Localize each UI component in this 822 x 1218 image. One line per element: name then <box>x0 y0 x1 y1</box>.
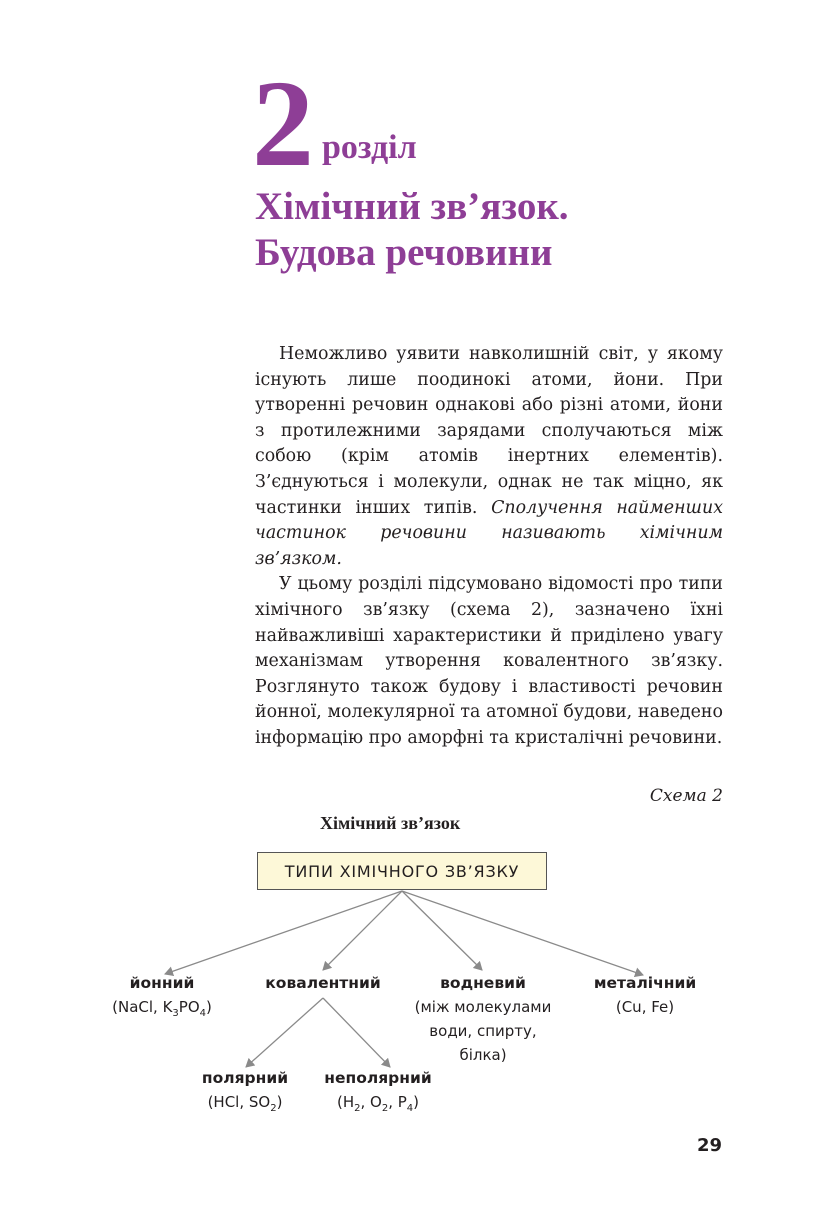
node-polar <box>180 1066 310 1121</box>
node-hydrogen-example-2: води, спирту, <box>429 1022 537 1040</box>
node-hydrogen-example-3: білка) <box>459 1046 507 1064</box>
node-hydrogen-name: водневий <box>440 974 526 992</box>
chapter-title-line2: Будова речовини <box>255 231 553 274</box>
chapter-word: розділ <box>322 129 417 166</box>
node-metallic <box>575 971 715 1019</box>
arrow-to-metallic <box>402 891 643 975</box>
intro-paragraph-2: У цьому розділі підсумовано відомості про типи хімічного зв’язку (схема 2), зазначено їхні найважливіші характеристики й приділено увагу механізмам утворення ковалентного зв’язку. Розглянуто також будову і властивості речовин йонної, молекулярної та атомної будови, наведено інформацію про аморфні та кристалічні речовини. <box>255 574 723 748</box>
arrow-to-polar <box>246 998 323 1067</box>
node-ionic-name: йонний <box>129 974 195 992</box>
schema-label: Схема 2 <box>649 786 723 806</box>
node-metallic-name: металічний <box>593 974 697 992</box>
node-hydrogen-example-1: (між молекулами <box>414 998 552 1016</box>
node-nonpolar-example: ($H_2$, $O_2$, $P_4$) <box>336 1093 420 1114</box>
node-covalent <box>253 971 393 995</box>
node-nonpolar-name: неполярний <box>324 1069 432 1087</box>
intro-p1-text: Неможливо уявити навколишній світ, у якому існують лише поодинокі атоми, йони. При утворенні речовин однакові або різні атоми, йони з протилежними зарядами сполучаються між собою (крім атомів інертних елементів). З’єднуються і молекули, однак не так міцно, як частинки інших типів. <box>255 344 723 518</box>
node-metallic-example: (Cu, Fe) <box>615 998 675 1016</box>
node-polar-name: полярний <box>201 1069 289 1087</box>
page-number: 29 <box>696 1135 722 1156</box>
node-nonpolar <box>313 1066 443 1121</box>
node-ionic-example: (NaCl, $K_3PO_4$) <box>112 998 212 1019</box>
node-polar-example: (HCl, $SO_2$) <box>207 1093 283 1114</box>
arrow-to-covalent <box>323 891 402 970</box>
arrow-to-hydrogen <box>402 891 482 970</box>
node-ionic <box>92 971 232 1026</box>
node-hydrogen <box>398 971 568 1067</box>
chapter-number: 2 <box>252 55 312 192</box>
schema-title: Хімічний зв’язок <box>320 813 461 833</box>
intro-p1-definition: Сполучення найменших частинок речовини називають хімічним зв’язком. <box>255 497 723 569</box>
schema-root-box: ТИПИ ХІМІЧНОГО ЗВ’ЯЗКУ <box>257 852 547 890</box>
arrow-to-nonpolar <box>323 998 390 1067</box>
chapter-title-line1: Хімічний зв’язок. <box>255 185 569 228</box>
node-covalent-name: ковалентний <box>265 974 381 992</box>
arrow-to-ionic <box>165 891 402 974</box>
